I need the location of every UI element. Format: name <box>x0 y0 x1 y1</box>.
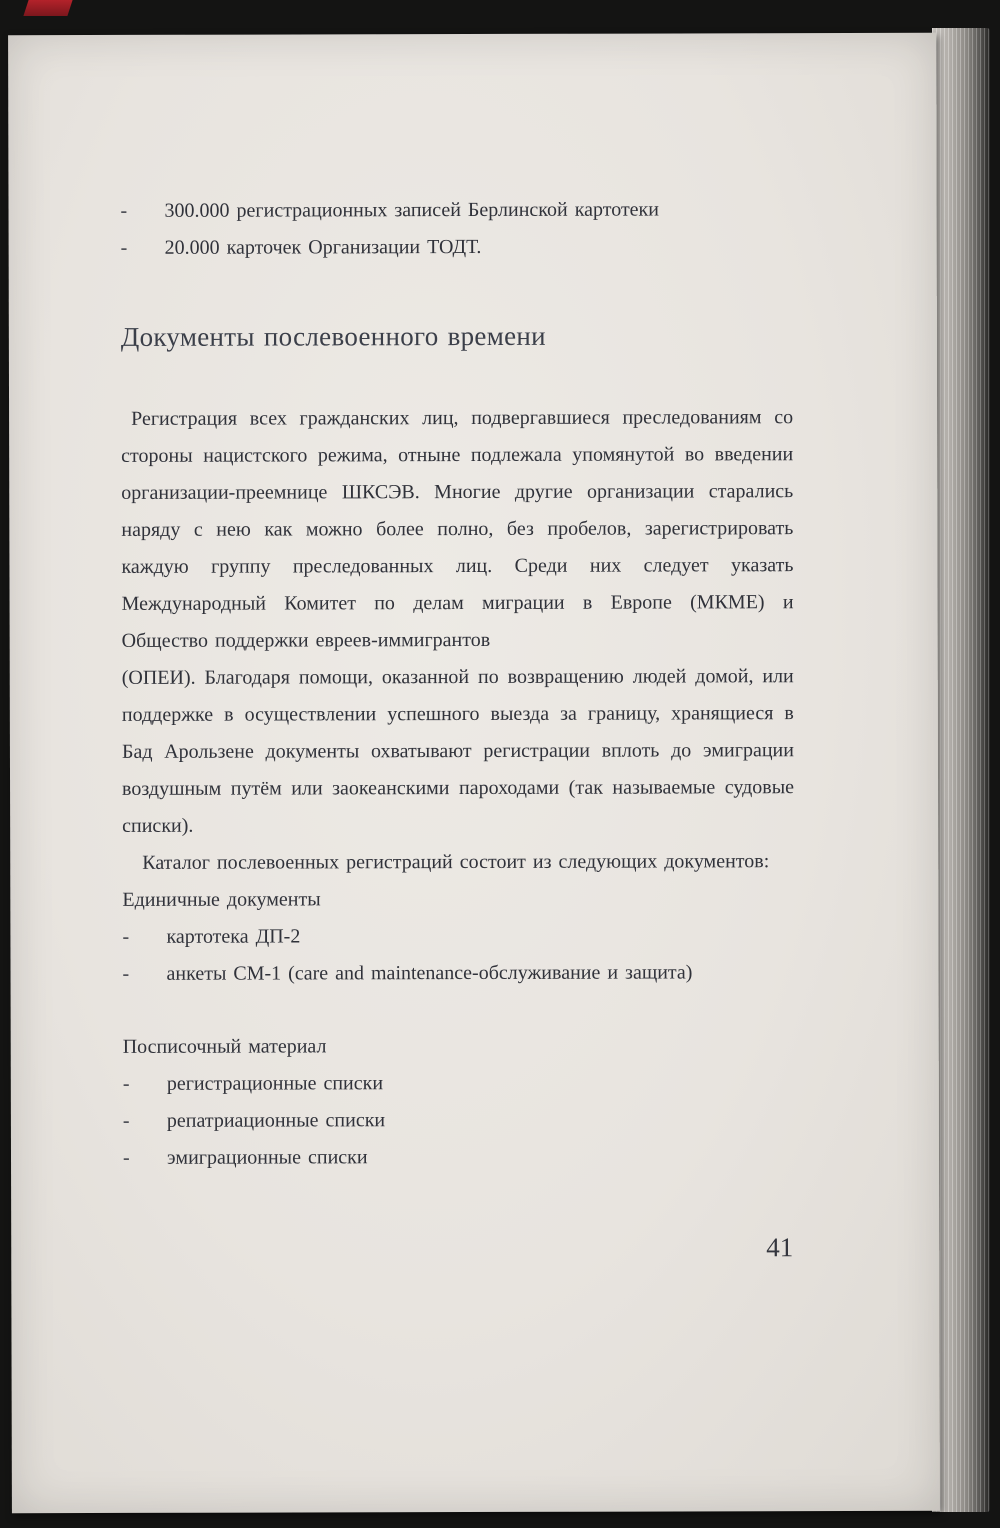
section-heading: Документы послевоенного времени <box>120 320 546 352</box>
dash-marker: - <box>122 962 130 985</box>
dash-marker: - <box>120 236 128 259</box>
intro-list <box>120 191 792 267</box>
body-paragraph: Каталог послевоенных регистраций состоит из следующих документов: <box>142 850 770 874</box>
dash-marker: - <box>122 925 130 948</box>
list-item-text: 300.000 регистрационных записей Берлинской картотеки <box>164 198 659 222</box>
dash-marker: - <box>122 1109 130 1132</box>
subsection-list <box>122 917 794 993</box>
list-item <box>123 1138 795 1177</box>
section-list-material <box>123 1027 795 1177</box>
dash-marker: - <box>122 1146 130 1169</box>
page-content <box>120 191 795 1268</box>
list-item <box>120 191 792 230</box>
page-number: 41 <box>766 1232 794 1263</box>
list-item <box>122 954 794 993</box>
list-item-text: 20.000 карточек Организации ТОДТ. <box>164 235 482 259</box>
red-cover-sliver <box>23 0 72 16</box>
body-paragraph: Регистрация всех гражданских лиц, подвергавшиеся преследованиям со стороны нацистского режима, отныне подлежала упомянутой во введении организации-преемнице ШКСЭВ. Многие другие организации старались наряду с нею как можно более полно, без пробелов, зарегистрировать каждую группу преследованных лиц. Среди них следует указать Международный Комитет по делам миграции в Европе (МКМЕ) и Общество поддержки евреев-иммигрантов <box>121 406 794 652</box>
list-item <box>121 228 793 267</box>
list-item-text: эмиграционные списки <box>166 1146 368 1169</box>
section-single-documents <box>122 880 794 993</box>
paper-page <box>8 33 940 1513</box>
subsection-title: Посписочный материал <box>122 1035 327 1058</box>
list-item-text: картотека ДП-2 <box>166 925 301 948</box>
list-item-text: репатриационные списки <box>166 1109 386 1132</box>
list-item <box>123 1101 795 1140</box>
dash-marker: - <box>122 1072 130 1095</box>
list-item <box>122 917 794 956</box>
body-paragraph: (ОПЕИ). Благодаря помощи, оказанной по возвращению людей домой, или поддержке в осуществлении успешного выезда за границу, хранящиеся в Бад Арользене документы охватывают регистрации вплоть до эмиграции воздушным путём или заокеанскими пароходами (так называемые судовые списки). <box>121 665 795 837</box>
book-fore-edge-pages <box>932 28 990 1512</box>
list-item <box>123 1064 795 1103</box>
subsection-list <box>123 1064 795 1177</box>
list-item-text: регистрационные списки <box>166 1072 384 1095</box>
dash-marker: - <box>120 199 128 222</box>
subsection-title: Единичные документы <box>122 888 321 911</box>
list-item-text: анкеты СМ-1 (care and maintenance-обслуживание и защита) <box>166 961 693 985</box>
